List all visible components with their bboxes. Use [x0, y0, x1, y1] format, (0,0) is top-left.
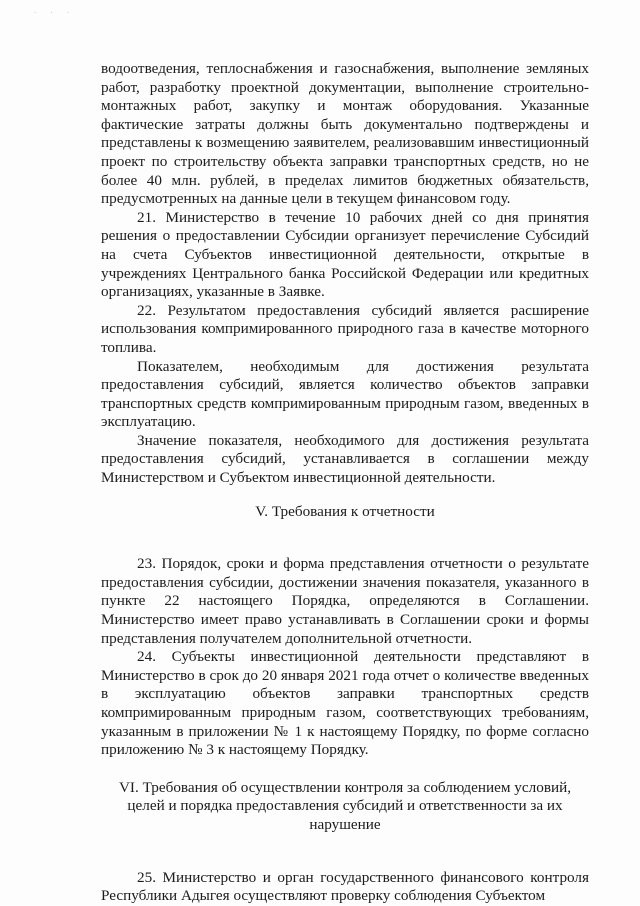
paragraph-24: 24. Субъекты инвестиционной деятельности представляют в Министерство в срок до 20 января 2021 года отчет о количестве введенных в эксплуатацию объектов заправки транспортных средств компримированным природным газом, соответствующих требованиям, указанным в приложении № 1 к настоящему Порядку, по форме согласно приложению № 3 к настоящему Порядку. [101, 648, 589, 759]
document-body [101, 60, 589, 906]
section-heading-5: V. Требования к отчетности [255, 502, 435, 520]
section-heading-6: VI. Требования об осуществлении контроля за соблюдением условий, целей и порядка предоставления субсидий и ответственности за их нарушение [118, 778, 572, 833]
paragraph-22: 22. Результатом предоставления субсидий является расширение использования компримированного природного газа в качестве моторного топлива. [101, 301, 589, 356]
paragraph-21: 21. Министерство в течение 10 рабочих дней со дня принятия решения о предоставлении Субсидии организует перечисление Субсидий на счета Субъектов инвестиционной деятельности, открытые в учреждениях Центрального банка Российской Федерации или кредитных организациях, указанные в Заявке. [101, 208, 589, 301]
paragraph-23: 23. Порядок, сроки и форма представления отчетности о результате предоставления субсидии, достижении значения показателя, указанного в пункте 22 настоящего Порядка, определяются в Соглашении. Министерство имеет право устанавливать в Соглашении сроки и формы представления получателем дополнительной отчетности. [101, 555, 589, 647]
scan-mark: · · · [34, 9, 76, 17]
paragraph-22-value: Значение показателя, необходимого для достижения результата предоставления субсидий, устанавливается в соглашении между Министерством и Субъектом инвестиционной деятельности. [101, 431, 589, 487]
paragraph-continuation: водоотведения, теплоснабжения и газоснабжения, выполнение земляных работ, разработку проектной документации, выполнение строительно-монтажных работ, закупку и монтаж оборудования. Указанные фактические затраты должны быть документально подтверждены и представлены к возмещению заявителем, реализовавшим инвестиционный проект по строительству объекта заправки транспортных средств, но не более 40 млн. рублей, в пределах лимитов бюджетных обязательств, предусмотренных на данные цели в текущем финансовом году. [101, 60, 589, 208]
paragraph-25: 25. Министерство и орган государственного финансового контроля Республики Адыгея осуществляют проверку соблюдения Субъектом [101, 868, 589, 905]
paragraph-22-indicator: Показателем, необходимым для достижения результата предоставления субсидий, является количество объектов заправки транспортных средств компримированным природным газом, введенных в эксплуатацию. [101, 357, 589, 431]
